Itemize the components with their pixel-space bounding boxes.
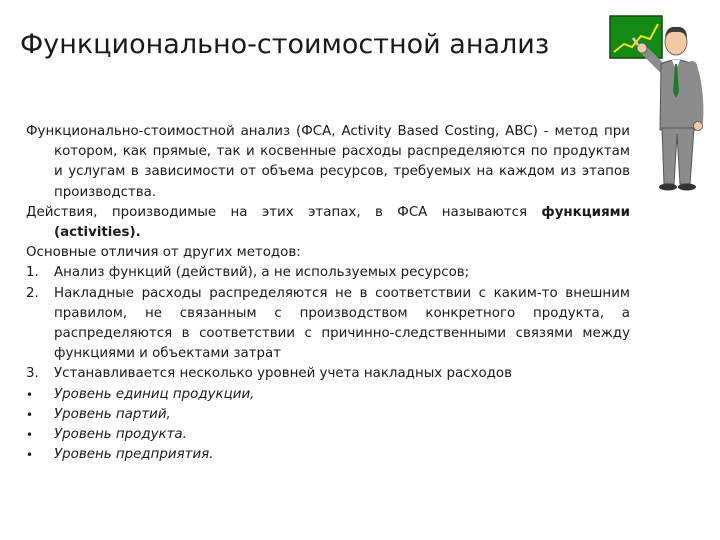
activities-text: Действия, производимые на этих этапах, в ФСА называются	[26, 204, 542, 220]
activities-term: функциями (activities).	[54, 204, 630, 241]
bullet-item-3	[26, 425, 630, 445]
numbered-item-1	[26, 263, 630, 283]
slide-body	[26, 122, 630, 465]
bullet-text: Уровень партий,	[54, 406, 171, 422]
slide-title: Функционально-стоимостной анализ	[20, 29, 550, 60]
businessman-icon	[633, 27, 703, 191]
numbered-item-2	[26, 284, 630, 365]
bullet-item-1	[26, 385, 630, 405]
item-text: Накладные расходы распределяются не в соответствии с каким-то внешним правилом, не связанным с производством конкретного продукта, а распределяются в соответствии с причинно-следственными связями между функциями и объектами затрат	[54, 285, 630, 362]
bullet-text: Уровень продукта.	[54, 427, 187, 443]
definition-paragraph: Функционально-стоимостной анализ (ФСА, Activity Based Costing, ABC) - метод при котором, как прямые, так и косвенные расходы распределяются по продуктам и услугам в зависимости от объема ресурсов, требуемых на каждом из этапов производства.	[26, 124, 630, 200]
bullet-icon: •	[26, 387, 34, 402]
differences-heading: Основные отличия от других методов:	[26, 245, 301, 261]
bullet-icon: •	[26, 448, 34, 463]
chart-board	[610, 16, 662, 58]
item-number: 2.	[26, 285, 39, 301]
item-text: Устанавливается несколько уровней учета накладных расходов	[54, 366, 512, 382]
item-text: Анализ функций (действий), а не используемых ресурсов;	[54, 265, 470, 281]
item-number: 1.	[26, 265, 39, 281]
bullet-text: Уровень единиц продукции,	[54, 386, 255, 402]
bullet-text: Уровень предприятия.	[54, 447, 214, 463]
numbered-item-3	[26, 364, 630, 384]
bullet-icon: •	[26, 428, 34, 443]
bullet-item-2	[26, 405, 630, 425]
item-number: 3.	[26, 366, 39, 382]
activities-paragraph	[26, 203, 630, 243]
bullet-icon: •	[26, 407, 34, 422]
bullet-item-4	[26, 445, 630, 465]
